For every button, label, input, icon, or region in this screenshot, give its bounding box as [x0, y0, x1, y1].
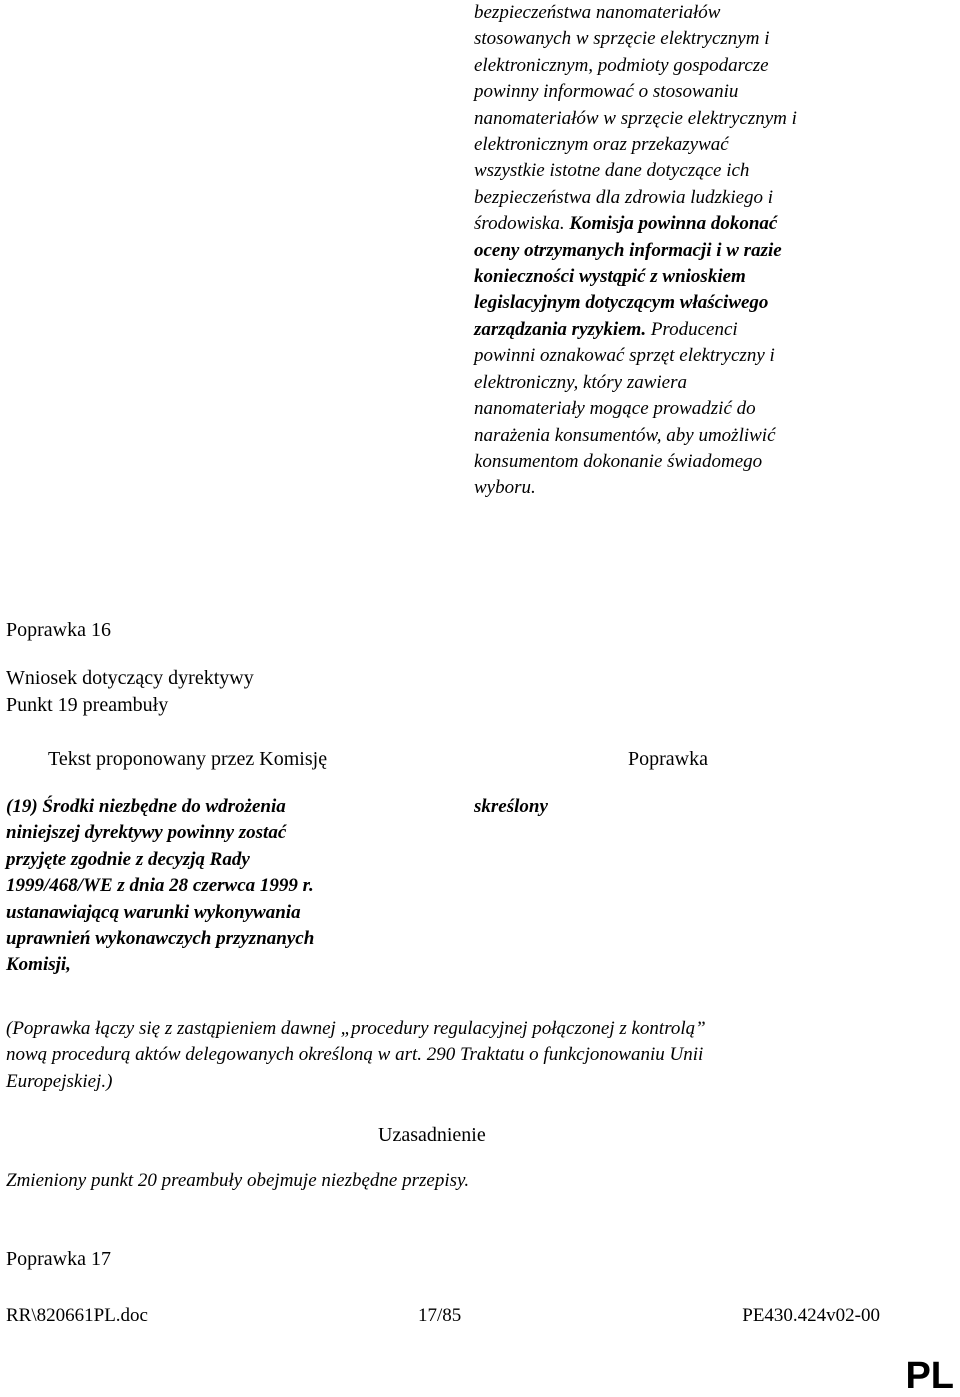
- recital-subtitle: Punkt 19 preambuły: [6, 694, 169, 716]
- column-header-amendment: Poprawka: [628, 748, 708, 770]
- footer-doc-reference: RR\820661PL.doc: [6, 1305, 148, 1326]
- amendment-16-title: Poprawka 16: [6, 619, 111, 641]
- continued-text-part-3: Producenci powinni oznakować sprzęt elektryczny i elektroniczny, który zawiera nanomateriały mogące prowadzić do narażenia konsumentów, aby umożliwić konsumentom dokonanie świadomego wyboru.: [474, 318, 776, 499]
- continued-text-part-1: bezpieczeństwa nanomateriałów stosowanych w sprzęcie elektrycznym i elektronicznym, podmioty gospodarcze powinny informować o stosowaniu nanomateriałów w sprzęcie elektrycznym i elektronicznym oraz przekazywać wszystkie istotne dane dotyczące ich bezpieczeństwa dla zdrowia ludzkiego i środowiska.: [474, 2, 797, 235]
- continued-text-block: [474, 0, 874, 502]
- amendment-text-cell: skreślony: [474, 796, 548, 817]
- footer-page-number: 17/85: [418, 1305, 462, 1326]
- amendment-note: (Poprawka łączy się z zastąpieniem dawnej „procedury regulacyjnej połączonej z kontrolą” nową procedurą aktów delegowanych określoną w art. 290 Traktatu o funkcjonowaniu Unii Europejskiej.): [6, 1018, 706, 1092]
- footer-pe-reference: PE430.424v02-00: [742, 1305, 880, 1326]
- commission-text-cell: (19) Środki niezbędne do wdrożenia niniejszej dyrektywy powinny zostać przyjęte zgodnie z decyzją Rady 1999/468/WE z dnia 28 czerwca 1999 r. ustanawiającą warunki wykonywania uprawnień wykonawczych przyznanych Komisji,: [6, 796, 315, 976]
- justification-text: Zmieniony punkt 20 preambuły obejmuje niezbędne przepisy.: [6, 1170, 470, 1191]
- column-header-commission-text: Tekst proponowany przez Komisję: [48, 748, 328, 770]
- proposal-subtitle: Wniosek dotyczący dyrektywy: [6, 667, 254, 689]
- continued-text-part-2: Komisja powinna dokonać oceny otrzymanych informacji i w razie konieczności wystąpić z wnioskiem legislacyjnym dotyczącym właściwego zarządzania ryzykiem.: [474, 213, 782, 340]
- language-code: PL: [905, 1355, 954, 1397]
- justification-header: Uzasadnienie: [378, 1124, 486, 1146]
- amendment-17-title: Poprawka 17: [6, 1248, 111, 1270]
